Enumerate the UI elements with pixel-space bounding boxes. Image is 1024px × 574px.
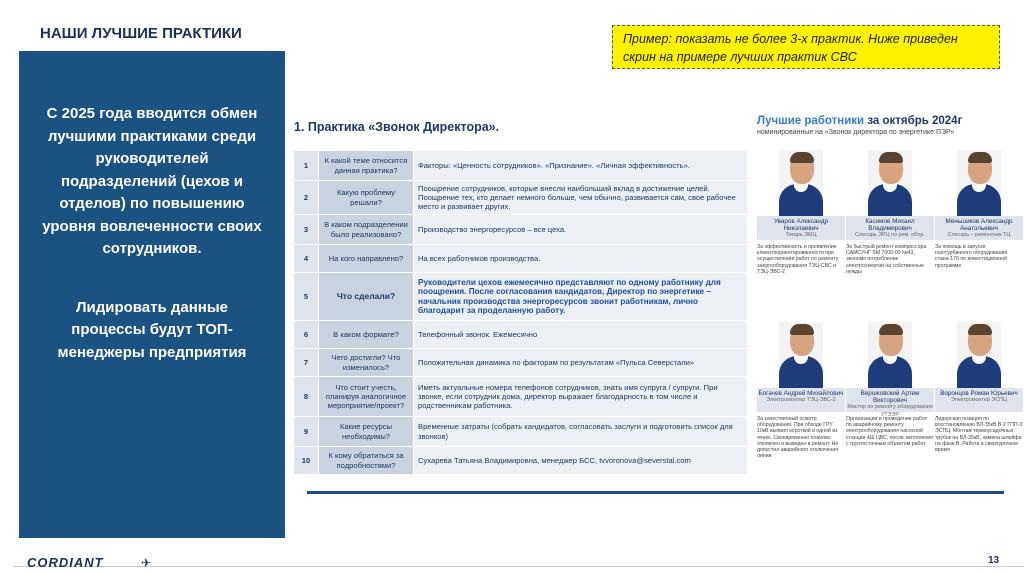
screenshot-divider [307, 491, 1004, 494]
page-number: 13 [988, 555, 1000, 566]
row-number: 10 [294, 447, 319, 475]
practice-screenshot [285, 100, 1023, 497]
employee-caption [846, 388, 934, 418]
employee-caption [757, 216, 845, 240]
row-number: 9 [294, 417, 319, 447]
row-number: 6 [294, 321, 319, 349]
employee-caption [935, 388, 1023, 412]
employee-name: Вершковский Артем Викторович [860, 390, 920, 405]
employee-photo [868, 322, 912, 388]
table-row [294, 273, 748, 321]
row-question: К какой теме относится данная практика? [319, 151, 414, 181]
panel-paragraph-1: С 2025 года вводится обмен лучшими практиками среди руководителей подразделений (цехов и отделов) по повышению уровня вовлеченности своих сотрудников. [42, 105, 262, 257]
row-number: 4 [294, 245, 319, 273]
employee-caption [757, 388, 845, 412]
employee-role: Мастер по ремонту оборудования УТЭЭР [847, 404, 933, 418]
employee-description: За качественный осмотр оборудования. При обходе ГРУ 10кВ выявил короткий в одной из ячеек. Своевременно планово отключен и выведен в ремонт. Не допустил аварийного отключения линии [757, 416, 839, 460]
practice-title: 1. Практика «Звонок Директора». [294, 120, 500, 134]
employee-name: Богачев Андрей Михайлович [758, 390, 844, 397]
employee-role: Токарь ЭМЦ [785, 232, 817, 239]
row-answer: Иметь актуальные номера телефонов сотрудников, знать имя супруга / супруги. При звонке, если сотрудник дома, директор выражает благодарность в том числе и родственникам работника. [414, 377, 748, 417]
practice-table [293, 150, 748, 475]
employee-role: Электромонтер ТЭЦ-ЭВС-2 [766, 397, 836, 404]
logo-mark-icon: ✈ [141, 556, 152, 570]
panel-paragraph-2: Лидировать данные процессы будут ТОП-менеджеры предприятия [57, 298, 247, 361]
employee-description: Лидерская позиция по восстановлению ВЛ-35кВ В-2 ГПП-3 ЭСПЦ. Монтаж термоусадочных трубок на ВЛ-35кВ, замена шлейфа на фазе В. Работа в сверхурочное время [935, 416, 1023, 454]
employees-subtitle: номинированные на «Звонок директора по энергетике ПЭР» [757, 129, 955, 136]
employee-name: Меньшиков Александр Анатольевич [945, 218, 1013, 233]
employees-title-main: Лучшие работники [757, 115, 865, 127]
employee-description: За помощь в запуске газотурбинного оборудования стана-170 по инвестиционной программе [935, 244, 1008, 269]
table-row [294, 321, 748, 349]
instruction-note: Пример: показать не более 3-х практик. Ниже приведен скрин на примере лучших практик СВС [612, 25, 1000, 69]
row-answer: Сухарева Татьяна Владимировна, менеджер БСС, tvvoronova@severstal.com [414, 447, 748, 475]
employee-name: Уваров Александр Николаевич [773, 218, 829, 233]
row-number: 1 [294, 151, 319, 181]
row-number: 5 [294, 273, 319, 321]
row-question: Какие ресурсы необходимы? [319, 417, 414, 447]
employees-title-period: за октябрь 2024г [867, 115, 963, 127]
employee-description: Организация и проведение работ по аварийному ремонту электрооборудования насосной станции 4Ш ЦВС, после затопления с грунтосточным объектом работ [846, 416, 933, 447]
row-question: На кого направлено? [319, 245, 414, 273]
row-answer: Руководители цехов ежемесячно представляют по одному работнику для поощрения. После согласования кандидатов, Директор по энергетике – начальник производства энергоресурсов звонит работникам, лично благодарит за проделанную работу. [414, 273, 748, 321]
employee-photo [868, 150, 912, 216]
employee-caption [846, 216, 934, 240]
employee-role: Слесарь ЭРЦ по рем. обор. [855, 232, 925, 239]
row-number: 8 [294, 377, 319, 417]
table-row [294, 245, 748, 273]
employee-photo [957, 322, 1001, 388]
employee-description: За быстрый ремонт компрессора САМСУНГ SM 7000-00 №43, экономя потребление электроэнергии на собственные нужды [846, 244, 927, 275]
row-answer: На всех работников производства. [414, 245, 748, 273]
employee-role: Электромонтер ЭСПЦ [951, 397, 1007, 404]
employee-caption [935, 216, 1023, 240]
row-answer: Положительная динамика по факторам по результатам «Пульса Северстали» [414, 349, 748, 377]
row-question: В каком формате? [319, 321, 414, 349]
row-question: Что сделали? [319, 273, 414, 321]
table-row [294, 417, 748, 447]
page-title: НАШИ ЛУЧШИЕ ПРАКТИКИ [40, 25, 242, 42]
row-answer: Временные затраты (собрать кандидатов, согласовать заслуги и подготовить список для звонков) [414, 417, 748, 447]
row-question: Что стоит учесть, планируя аналогичное мероприятие/проект? [319, 377, 414, 417]
employee-name: Воронцов Роман Юрьевич [940, 390, 1018, 397]
table-row [294, 377, 748, 417]
row-question: В каком подразделении было реализовано? [319, 215, 414, 245]
left-info-panel [19, 51, 285, 538]
employee-photo [779, 150, 823, 216]
row-answer: Телефонный звонок. Ежемесячно [414, 321, 748, 349]
table-row [294, 181, 748, 215]
table-row [294, 151, 748, 181]
employee-photo [957, 150, 1001, 216]
company-logo: CORDIANT [27, 555, 104, 570]
employee-photo [779, 322, 823, 388]
row-question: Какую проблему решали? [319, 181, 414, 215]
table-row [294, 349, 748, 377]
row-number: 3 [294, 215, 319, 245]
row-question: Чего достигли? Что изменилось? [319, 349, 414, 377]
employees-title [757, 115, 962, 127]
row-answer: Факторы: «Ценность сотрудников». «Признание». «Личная эффективность». [414, 151, 748, 181]
employee-name: Касимов Михаил Владимирович [865, 218, 915, 233]
row-question: К кому обратиться за подробностями? [319, 447, 414, 475]
row-number: 7 [294, 349, 319, 377]
employee-description: За эффективность и проявление клиентоориентированности при осуществлении работ по ремонту энергооборудования ТЭЦ-СВС и ТЭЦ-ЭВС-2 [757, 244, 839, 275]
row-answer: Производство энергоресурсов – все цеха. [414, 215, 748, 245]
row-number: 2 [294, 181, 319, 215]
footer-divider [13, 566, 1024, 567]
row-answer: Поощрение сотрудников, которые внесли наибольший вклад в достижение целей. Поощрение тех, кто делает немного больше, чем обычно, развивается сам, свое рабочее место и развивает других. [414, 181, 748, 215]
table-row [294, 215, 748, 245]
table-row [294, 447, 748, 475]
employee-role: Слесарь – ремонтник ТЦ [947, 232, 1011, 239]
